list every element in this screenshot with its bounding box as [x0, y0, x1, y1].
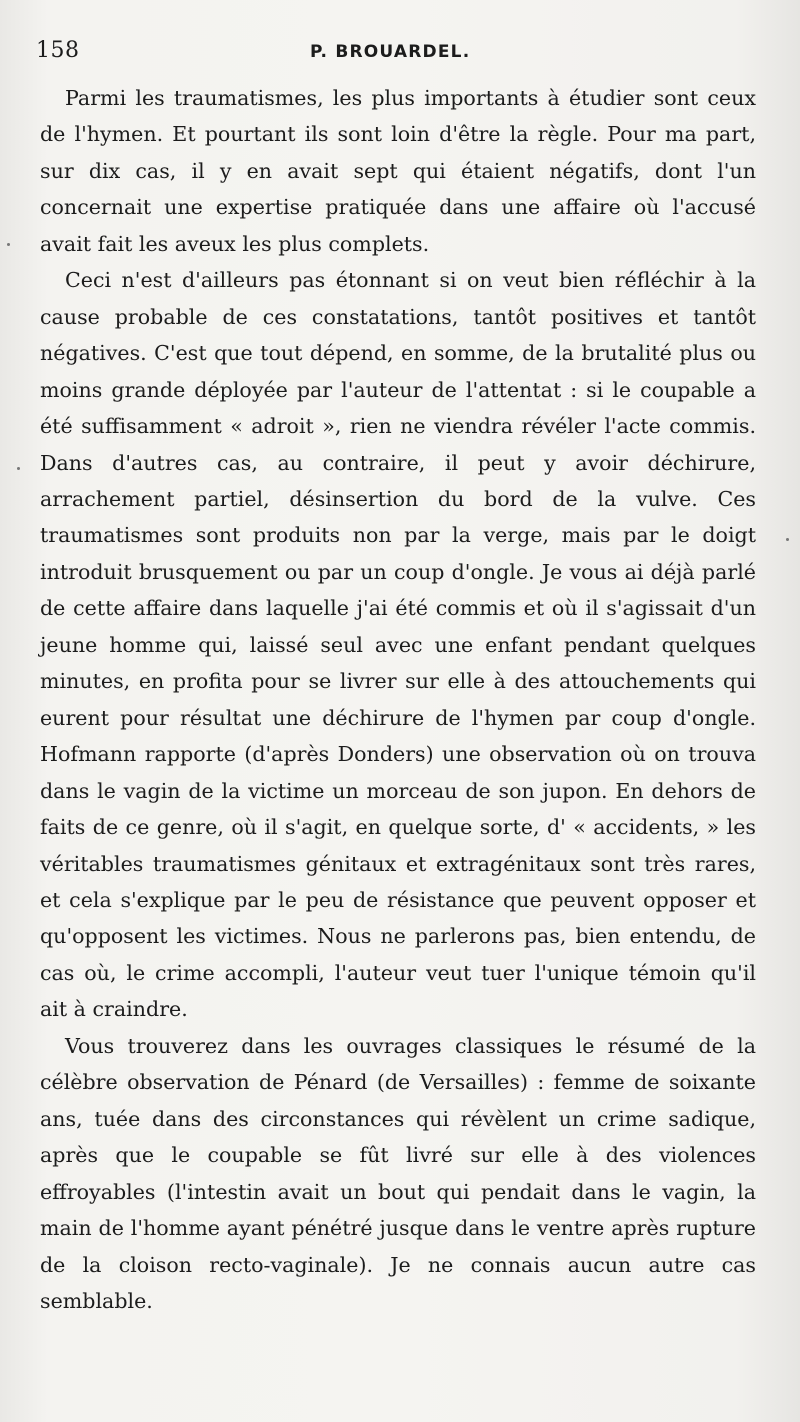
paragraph-3: Vous trouverez dans les ouvrages classiques le résumé de la célèbre observation de Pénard (de Versailles) : femme de soixante ans, tuée dans des circonstances qui révèlent un crime sadique, après que le coupable se fût livré sur elle à des violences effroyables (l'intestin avait un bout qui pendait dans le vagin, la main de l'homme ayant pénétré jusque dans le ventre après rupture de la cloison recto-vaginale). Je ne connais aucun autre cas semblable. — [40, 1033, 756, 1313]
page-header — [36, 38, 766, 72]
running-head: P. BROUARDEL. — [310, 42, 471, 62]
page-number: 158 — [36, 38, 80, 63]
print-speck — [17, 467, 20, 470]
print-speck — [786, 538, 789, 541]
paragraph-2: Ceci n'est d'ailleurs pas étonnant si on veut bien réfléchir à la cause probable de ces constatations, tantôt positives et tantôt négatives. C'est que tout dépend, en somme, de la brutalité plus ou moins grande déployée par l'auteur de l'attentat : si le coupable a été suffisamment « adroit », rien ne viendra révéler l'acte commis. Dans d'autres cas, au contraire, il peut y avoir déchirure, arrachement partiel, désinsertion du bord de la vulve. Ces traumatismes sont produits non par la verge, mais par le doigt introduit brusquement ou par un coup d'ongle. Je vous ai déjà parlé de cette affaire dans laquelle j'ai été commis et où il s'agissait d'un jeune homme qui, laissé seul avec une enfant pendant quelques minutes, en profita pour se livrer sur elle à des attouchements qui eurent pour résultat une déchirure de l'hymen par coup d'ongle. Hofmann rapporte (d'après Donders) une observation où on trouva dans le vagin de la victime un morceau de son jupon. En dehors de faits de ce genre, où il s'agit, en quelque sorte, d' « accidents, » les véritables traumatismes génitaux et extragénitaux sont très rares, et cela s'explique par le peu de résistance que peuvent opposer et qu'opposent les victimes. Nous ne parlerons pas, bien entendu, de cas où, le crime accompli, l'auteur veut tuer l'unique témoin qu'il ait à craindre. — [40, 268, 756, 1022]
paragraph-1: Parmi les traumatismes, les plus importants à étudier sont ceux de l'hymen. Et pourtant ils sont loin d'être la règle. Pour ma part, sur dix cas, il y en avait sept qui étaient négatifs, dont l'un concernait une expertise pratiquée dans une affaire où l'accusé avait fait les aveux les plus complets. — [40, 86, 756, 256]
body-text — [40, 80, 756, 1319]
print-speck — [7, 243, 10, 246]
